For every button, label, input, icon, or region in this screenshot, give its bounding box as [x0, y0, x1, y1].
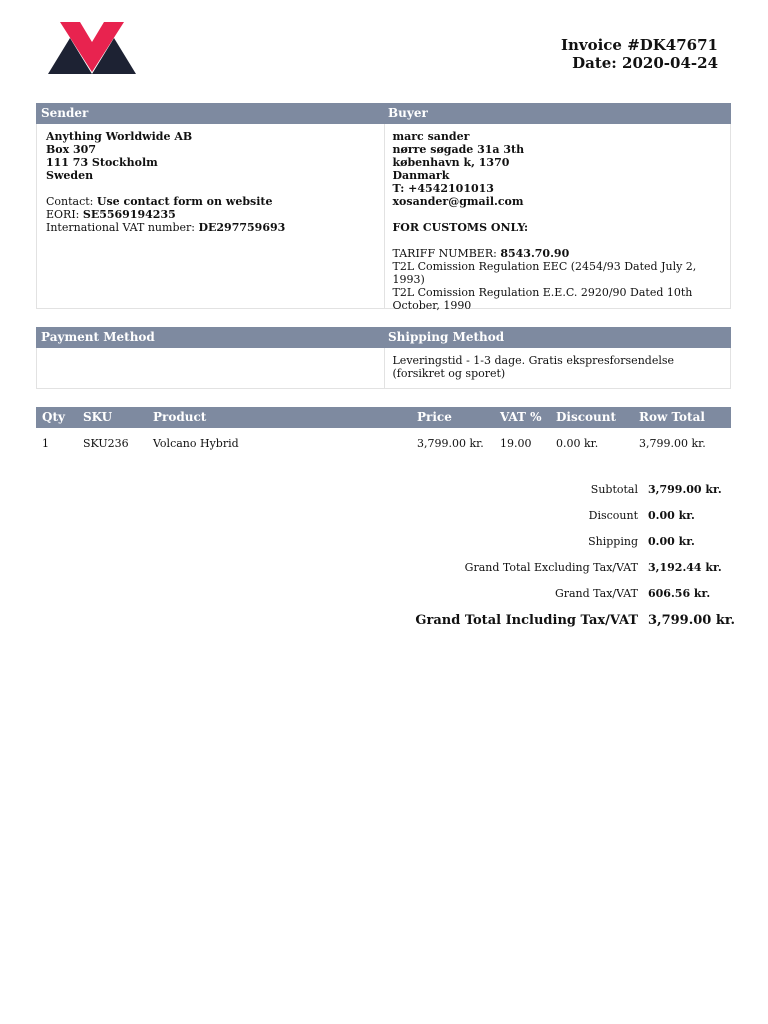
payment-method-text — [37, 348, 384, 388]
item-discount: 0.00 kr. — [556, 437, 599, 450]
item-sku: SKU236 — [83, 437, 129, 450]
methods-header-bar — [36, 327, 731, 348]
invoice-header — [561, 36, 718, 72]
discount-value: 0.00 kr. — [648, 508, 695, 522]
sender-name: Anything Worldwide AB — [46, 130, 193, 143]
grand-total-incl-row — [360, 606, 740, 634]
buyer-header: Buyer — [388, 106, 428, 120]
invoice-date: Date: 2020-04-24 — [572, 54, 718, 72]
col-sku-header: SKU — [83, 410, 113, 424]
grand-tax-value: 606.56 kr. — [648, 586, 711, 600]
subtotal-row — [360, 476, 740, 502]
shipping-row — [360, 528, 740, 554]
shipping-method-text: Leveringstid - 1-3 dage. Gratis ekspresforsendelse (forsikret og sporet) — [384, 348, 731, 388]
buyer-name: marc sander — [392, 130, 470, 143]
item-qty: 1 — [42, 437, 49, 450]
totals-block — [360, 476, 740, 634]
shipping-method-header: Shipping Method — [388, 330, 505, 344]
sender-contact — [46, 195, 375, 208]
grand-total-excl-label: Grand Total Excluding Tax/VAT — [464, 560, 638, 574]
tariff-number — [393, 247, 722, 260]
sender-eori-label: EORI: — [46, 208, 80, 221]
grand-total-incl-label: Grand Total Including Tax/VAT — [415, 612, 638, 628]
sender-contact-value: Use contact form on website — [96, 195, 273, 208]
buyer-street: nørre søgade 31a 3th — [392, 143, 525, 156]
parties-body — [36, 124, 731, 312]
sender-vat — [46, 221, 375, 234]
regulation-1: T2L Comission Regulation EEC (2454/93 Dated July 2, 1993) — [392, 260, 697, 286]
col-product-header: Product — [153, 410, 207, 424]
table-row — [36, 437, 731, 450]
sender-street: Box 307 — [46, 143, 96, 156]
tariff-value: 8543.70.90 — [500, 247, 570, 260]
subtotal-value: 3,799.00 kr. — [648, 482, 722, 496]
buyer-email: xosander@gmail.com — [392, 195, 524, 208]
items-header-row — [36, 407, 731, 428]
sender-vat-value: DE297759693 — [198, 221, 286, 234]
grand-total-excl-value: 3,192.44 kr. — [648, 560, 722, 574]
buyer-country: Danmark — [392, 169, 450, 182]
invoice-number: Invoice #DK47671 — [560, 36, 718, 54]
shipping-label: Shipping — [588, 534, 638, 548]
sender-city: 111 73 Stockholm — [46, 156, 158, 169]
sender-vat-label: International VAT number: — [46, 221, 195, 234]
buyer-phone: T: +4542101013 — [392, 182, 494, 195]
item-vat: 19.00 — [500, 437, 532, 450]
payment-method-header: Payment Method — [41, 330, 155, 344]
buyer-city: københavn k, 1370 — [392, 156, 510, 169]
sender-eori-value: SE5569194235 — [82, 208, 176, 221]
customs-title: FOR CUSTOMS ONLY: — [392, 221, 529, 234]
parties-panel — [36, 103, 731, 312]
items-table — [36, 407, 731, 450]
methods-panel — [36, 327, 731, 389]
grand-total-incl-value: 3,799.00 kr. — [648, 612, 736, 628]
col-price-header: Price — [417, 410, 452, 424]
regulation-2: T2L Comission Regulation E.E.C. 2920/90 Dated 10th October, 1990 — [392, 286, 693, 312]
sender-country: Sweden — [46, 169, 94, 182]
col-row-total-header: Row Total — [639, 410, 705, 424]
col-discount-header: Discount — [556, 410, 617, 424]
col-vat-header: VAT % — [500, 410, 542, 424]
shipping-value: 0.00 kr. — [648, 534, 695, 548]
grand-total-excl-row — [360, 554, 740, 580]
item-row-total: 3,799.00 kr. — [639, 437, 706, 450]
discount-label: Discount — [588, 508, 638, 522]
item-product: Volcano Hybrid — [153, 437, 239, 450]
item-price: 3,799.00 kr. — [417, 437, 484, 450]
methods-body — [36, 348, 731, 389]
subtotal-label: Subtotal — [590, 482, 638, 496]
company-logo — [48, 22, 136, 74]
discount-row — [360, 502, 740, 528]
sender-contact-label: Contact: — [46, 195, 94, 208]
buyer-details — [384, 124, 731, 312]
grand-tax-label: Grand Tax/VAT — [554, 586, 638, 600]
grand-tax-row — [360, 580, 740, 606]
sender-header: Sender — [41, 106, 89, 120]
tariff-label: TARIFF NUMBER: — [392, 247, 497, 260]
parties-header-bar — [36, 103, 731, 124]
sender-details — [37, 124, 384, 308]
sender-eori — [46, 208, 375, 221]
col-qty-header: Qty — [42, 410, 65, 424]
